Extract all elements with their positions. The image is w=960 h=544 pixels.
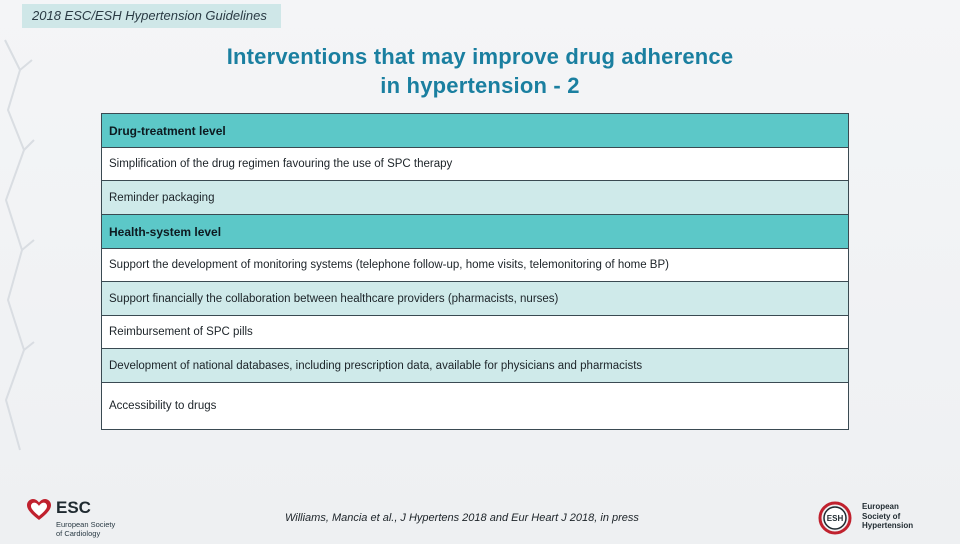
esh-logo-line2: Society of <box>862 511 901 521</box>
esc-logo-sub-line1: European Society <box>56 520 116 529</box>
esh-logo-line3: Hypertension <box>862 521 914 530</box>
table-row: Reminder packaging <box>102 181 848 215</box>
esh-logo-line1: European <box>862 502 899 511</box>
interventions-table <box>101 113 849 430</box>
section-header-drug-treatment: Drug-treatment level <box>102 114 848 148</box>
table-row: Simplification of the drug regimen favouring the use of SPC therapy <box>102 148 848 181</box>
slide-title <box>130 42 830 100</box>
esh-ring-icon <box>816 500 856 536</box>
slide-title-line1: Interventions that may improve drug adherence <box>226 44 734 69</box>
section-header-health-system: Health-system level <box>102 215 848 249</box>
esc-logo-name: ESC <box>56 498 91 517</box>
esc-logo-subtitle <box>56 520 146 538</box>
guideline-tag: 2018 ESC/ESH Hypertension Guidelines <box>22 4 281 28</box>
heart-icon <box>26 498 52 522</box>
decorative-branch-pattern <box>0 0 40 544</box>
table-row: Support financially the collaboration between healthcare providers (pharmacists, nurses) <box>102 282 848 316</box>
esc-logo-sub-line2: of Cardiology <box>56 529 101 538</box>
esh-logo-text <box>862 502 942 531</box>
esh-mark-text: ESH <box>826 514 844 523</box>
esc-logo <box>26 498 146 542</box>
table-row: Development of national databases, including prescription data, available for physicians and pharmacists <box>102 349 848 383</box>
table-row: Support the development of monitoring systems (telephone follow-up, home visits, telemonitoring of home BP) <box>102 249 848 282</box>
slide-title-line2: in hypertension - 2 <box>380 73 580 98</box>
table-row: Reimbursement of SPC pills <box>102 316 848 349</box>
table-row: Accessibility to drugs <box>102 383 848 429</box>
esh-logo <box>816 498 946 538</box>
citation-reference: Williams, Mancia et al., J Hypertens 2018 and Eur Heart J 2018, in press <box>285 512 639 524</box>
